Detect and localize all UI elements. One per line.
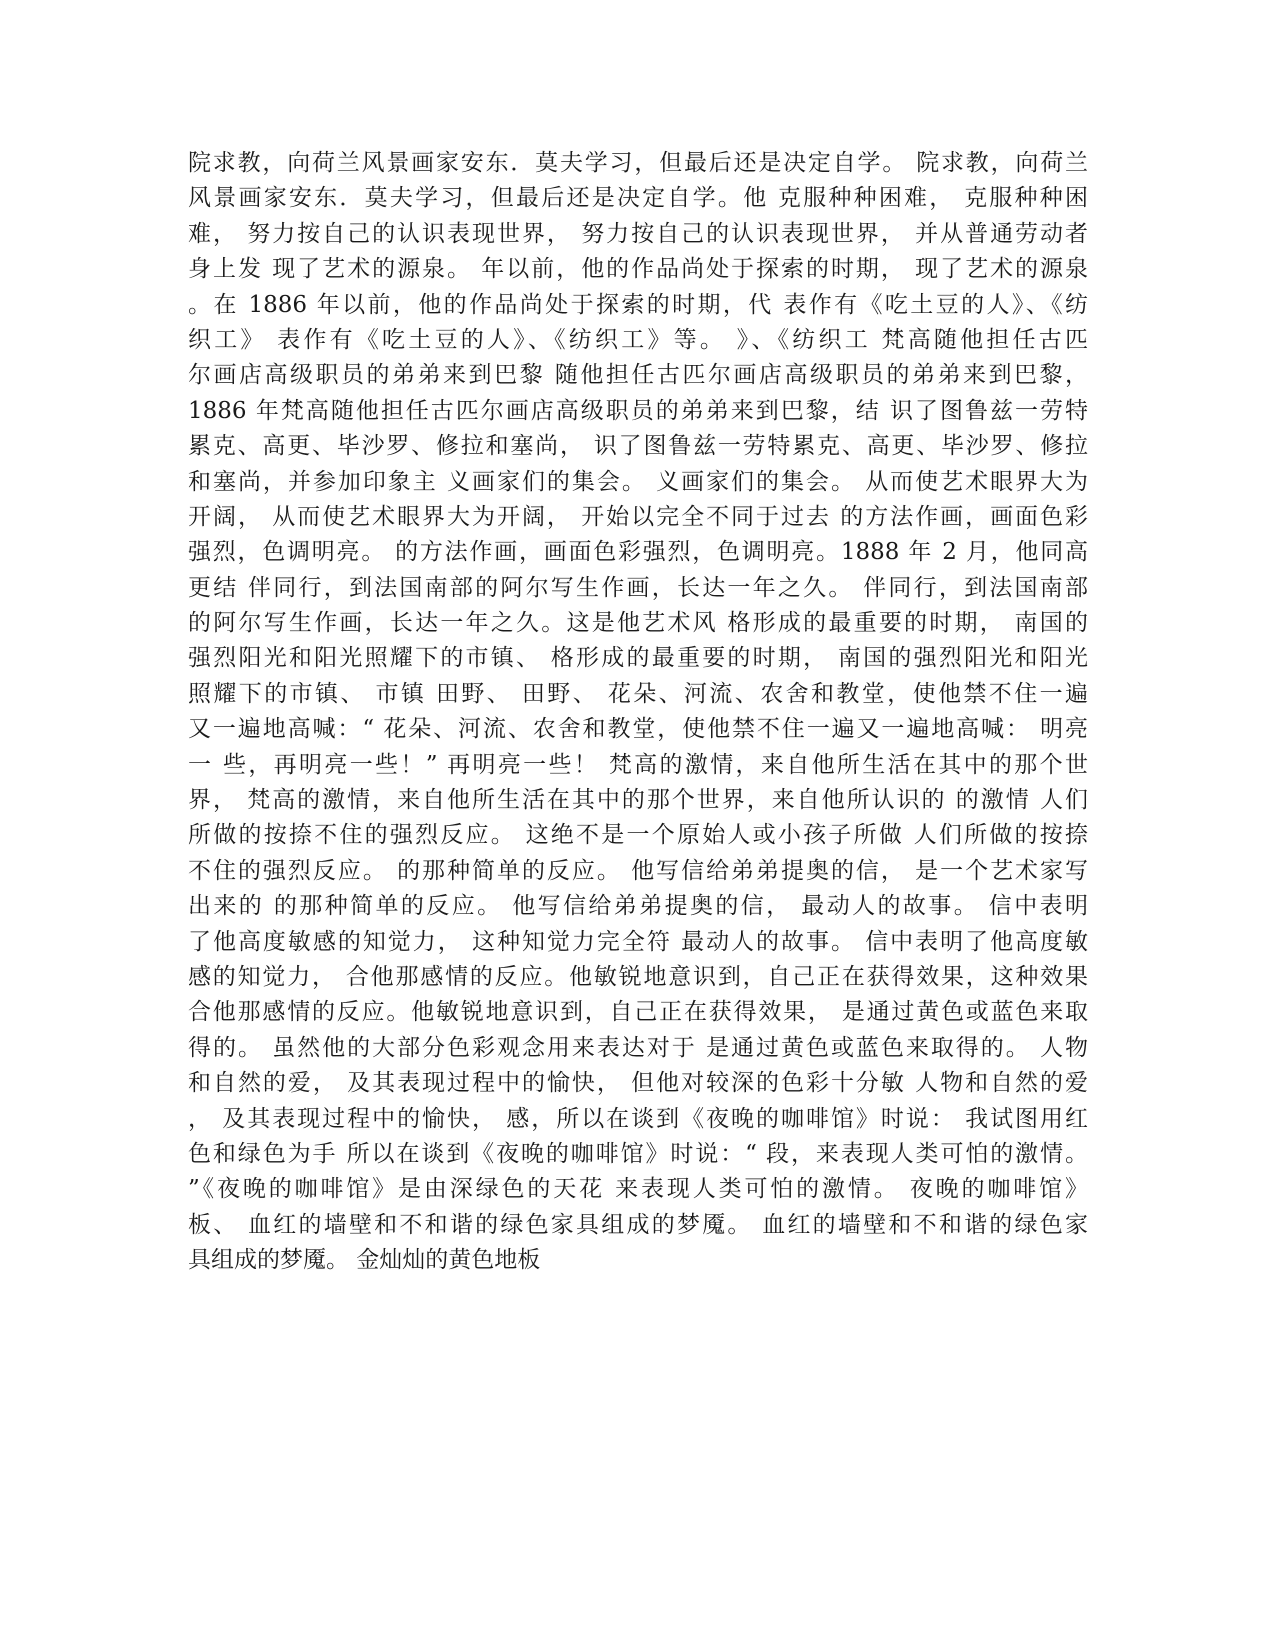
text-line: 得的。 虽然他的大部分色彩观念用来表达对于 是通过黄色或蓝色来取得的。 人物 [188, 1034, 1088, 1061]
text-line: 界， 梵高的激情，来自他所生活在其中的那个世界，来自他所认识的 的激情 人们 [188, 787, 1088, 814]
text-line: 院求教，向荷兰风景画家安东．莫夫学习，但最后还是决定自学。 院求教，向荷兰 [188, 150, 1088, 176]
text-line: ， 及其表现过程中的愉快， 感，所以在谈到《夜晚的咖啡馆》时说： 我试图用红 [188, 1105, 1088, 1132]
text-line: 强烈，色调明亮。 的方法作画，画面色彩强烈，色调明亮。1888 年 2 月，他同高 [188, 539, 1088, 566]
text-line: 。在 1886 年以前，他的作品尚处于探索的时期，代 表作有《吃土豆的人》、《纺 [188, 291, 1088, 318]
text-line: 了他高度敏感的知觉力， 这种知觉力完全符 最动人的故事。 信中表明了他高度敏 [188, 928, 1088, 955]
body-text [188, 146, 1088, 1279]
text-line: 板、 血红的墙壁和不和谐的绿色家具组成的梦魇。 血红的墙壁和不和谐的绿色家 [188, 1211, 1088, 1238]
text-line: 色和绿色为手 所以在谈到《夜晚的咖啡馆》时说：“ 段，来表现人类可怕的激情。 [188, 1140, 1088, 1167]
text-line: 和塞尚，并参加印象主 义画家们的集会。 义画家们的集会。 从而使艺术眼界大为 [188, 468, 1088, 495]
text-line: 一 些，再明亮一些！” 再明亮一些！ 梵高的激情，来自他所生活在其中的那个世 [188, 751, 1088, 778]
text-line: 感的知觉力， 合他那感情的反应。他敏锐地意识到，自己正在获得效果，这种效果 [188, 963, 1088, 990]
text-line: 更结 伴同行，到法国南部的阿尔写生作画，长达一年之久。 伴同行，到法国南部 [188, 574, 1088, 601]
text-line: 累克、高更、毕沙罗、修拉和塞尚， 识了图鲁兹一劳特累克、高更、毕沙罗、修拉 [188, 433, 1088, 460]
text-line: 尔画店高级职员的弟弟来到巴黎 随他担任古匹尔画店高级职员的弟弟来到巴黎， [188, 362, 1088, 389]
text-line: 出来的 的那种简单的反应。 他写信给弟弟提奥的信， 最动人的故事。 信中表明 [188, 893, 1088, 920]
text-line: 所做的按捺不住的强烈反应。 这绝不是一个原始人或小孩子所做 人们所做的按捺 [188, 822, 1088, 849]
text-line: 难， 努力按自己的认识表现世界， 努力按自己的认识表现世界， 并从普通劳动者 [188, 220, 1088, 247]
text-line: 不住的强烈反应。 的那种简单的反应。 他写信给弟弟提奥的信， 是一个艺术家写 [188, 857, 1088, 884]
text-line: 织工》 表作有《吃土豆的人》、《纺织工》等。 》、《纺织工 梵高随他担任古匹 [188, 326, 1088, 353]
text-line: 的阿尔写生作画，长达一年之久。这是他艺术风 格形成的最重要的时期， 南国的 [188, 610, 1088, 637]
text-line: 合他那感情的反应。他敏锐地意识到，自己正在获得效果， 是通过黄色或蓝色来取 [188, 999, 1088, 1026]
text-line: 风景画家安东．莫夫学习，但最后还是决定自学。他 克服种种困难， 克服种种困 [188, 185, 1088, 212]
text-line: 强烈阳光和阳光照耀下的市镇、 格形成的最重要的时期， 南国的强烈阳光和阳光 [188, 645, 1088, 672]
text-line: 身上发 现了艺术的源泉。 年以前，他的作品尚处于探索的时期， 现了艺术的源泉 [188, 256, 1088, 283]
text-line: ”《夜晚的咖啡馆》是由深绿色的天花 来表现人类可怕的激情。 夜晚的咖啡馆》 [188, 1176, 1088, 1203]
text-line: 开阔， 从而使艺术眼界大为开阔， 开始以完全不同于过去 的方法作画，画面色彩 [188, 503, 1088, 530]
text-line: 具组成的梦魇。 金灿灿的黄色地板 [188, 1247, 541, 1274]
text-line: 又一遍地高喊：“ 花朵、河流、农舍和教堂，使他禁不住一遍又一遍地高喊： 明亮 [188, 716, 1088, 743]
text-line: 1886 年梵高随他担任古匹尔画店高级职员的弟弟来到巴黎，结 识了图鲁兹一劳特 [188, 397, 1088, 424]
text-line: 和自然的爱， 及其表现过程中的愉快， 但他对较深的色彩十分敏 人物和自然的爱 [188, 1070, 1088, 1097]
text-line: 照耀下的市镇、 市镇 田野、 田野、 花朵、河流、农舍和教堂，使他禁不住一遍 [188, 680, 1088, 707]
